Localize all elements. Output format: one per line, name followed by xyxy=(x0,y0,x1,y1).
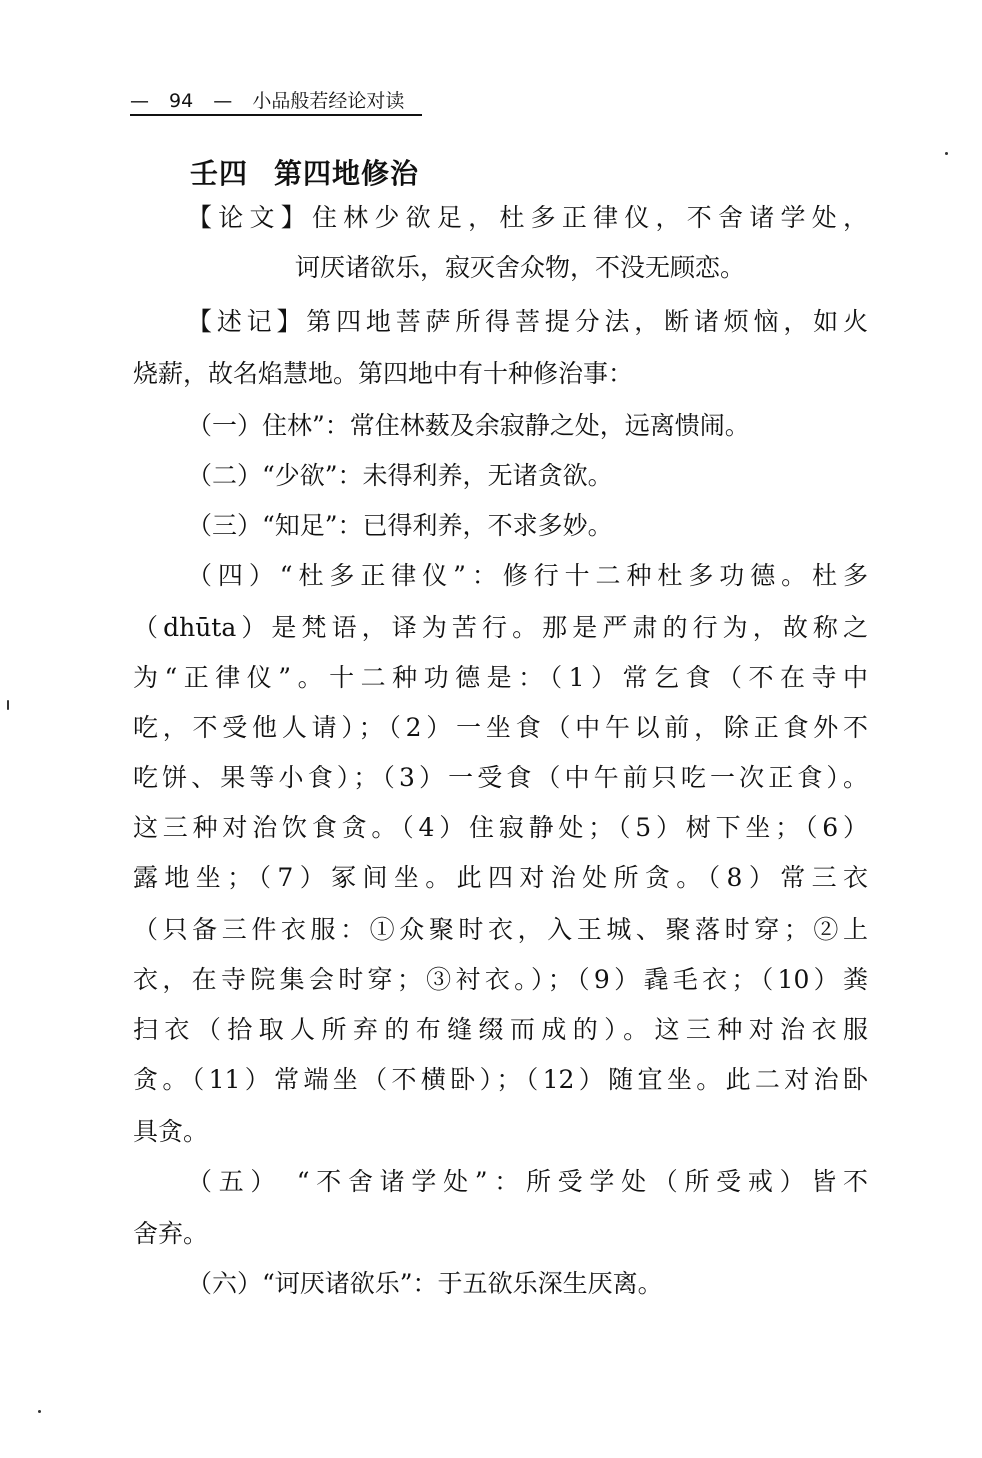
text-line: 露地坐；（7）冢间坐。此四对治处所贪。（8）常三衣 xyxy=(133,863,868,892)
text-line: 贪。（11）常端坐（不横卧）；（12）随宜坐。此二对治卧 xyxy=(133,1065,868,1094)
text-line: （dhūta）是梵语，译为苦行。那是严肃的行为，故称之 xyxy=(133,613,868,642)
text-line: 舍弃。 xyxy=(133,1219,209,1248)
text-line: 扫衣（拾取人所弃的布缝缀而成的）。这三种对治衣服 xyxy=(133,1015,868,1044)
section-label: 壬四 xyxy=(190,157,249,190)
text-line: （四）“杜多正律仪”：修行十二种杜多功德。杜多 xyxy=(187,561,868,590)
text-line: （一）住林”：常住林薮及余寂静之处，远离愦闹。 xyxy=(187,411,750,440)
running-header xyxy=(130,86,422,116)
book-title: 小品般若经论对读 xyxy=(252,90,405,112)
text-line: 衣，在寺院集会时穿；③衬衣。）；（9）毳毛衣；（10）粪 xyxy=(133,965,868,994)
page-number: 94 xyxy=(169,90,194,112)
section-title xyxy=(190,152,419,192)
text-line: （二）“少欲”：未得利养，无诸贪欲。 xyxy=(187,461,613,490)
text-line: 具贪。 xyxy=(133,1117,209,1146)
text-line: 诃厌诸欲乐，寂灭舍众物，不没无顾恋。 xyxy=(295,253,746,282)
text-line: （五） “不舍诸学处”：所受学处（所受戒）皆不 xyxy=(187,1167,868,1196)
text-line: 【述记】第四地菩萨所得菩提分法，断诸烦恼，如火 xyxy=(187,307,868,336)
header-dash: — xyxy=(213,90,233,112)
scan-speck xyxy=(945,152,948,155)
header-dash: — xyxy=(130,90,149,112)
section-text: 第四地修治 xyxy=(274,157,420,190)
scan-speck xyxy=(38,1410,41,1413)
text-line: 这三种对治饮食贪。（4）住寂静处；（5）树下坐；（6） xyxy=(133,813,868,842)
text-line: 吃饼、果等小食）；（3）一受食（中午前只吃一次正食）。 xyxy=(133,763,868,792)
text-line: （三）“知足”：已得利养，不求多妙。 xyxy=(187,511,613,540)
text-line: 【论文】住林少欲足，杜多正律仪，不舍诸学处， xyxy=(187,203,868,232)
text-line: 为“正律仪”。十二种功德是：（1）常乞食（不在寺中 xyxy=(133,663,868,692)
text-line: 吃，不受他人请）；（2）一坐食（中午以前，除正食外不 xyxy=(133,713,868,742)
text-line: （只备三件衣服：①众聚时衣，入王城、聚落时穿；②上 xyxy=(133,915,868,944)
scan-speck xyxy=(7,700,9,710)
text-line: 烧薪，故名焰慧地。第四地中有十种修治事： xyxy=(133,359,634,388)
text-line: （六）“诃厌诸欲乐”：于五欲乐深生厌离。 xyxy=(187,1269,663,1298)
